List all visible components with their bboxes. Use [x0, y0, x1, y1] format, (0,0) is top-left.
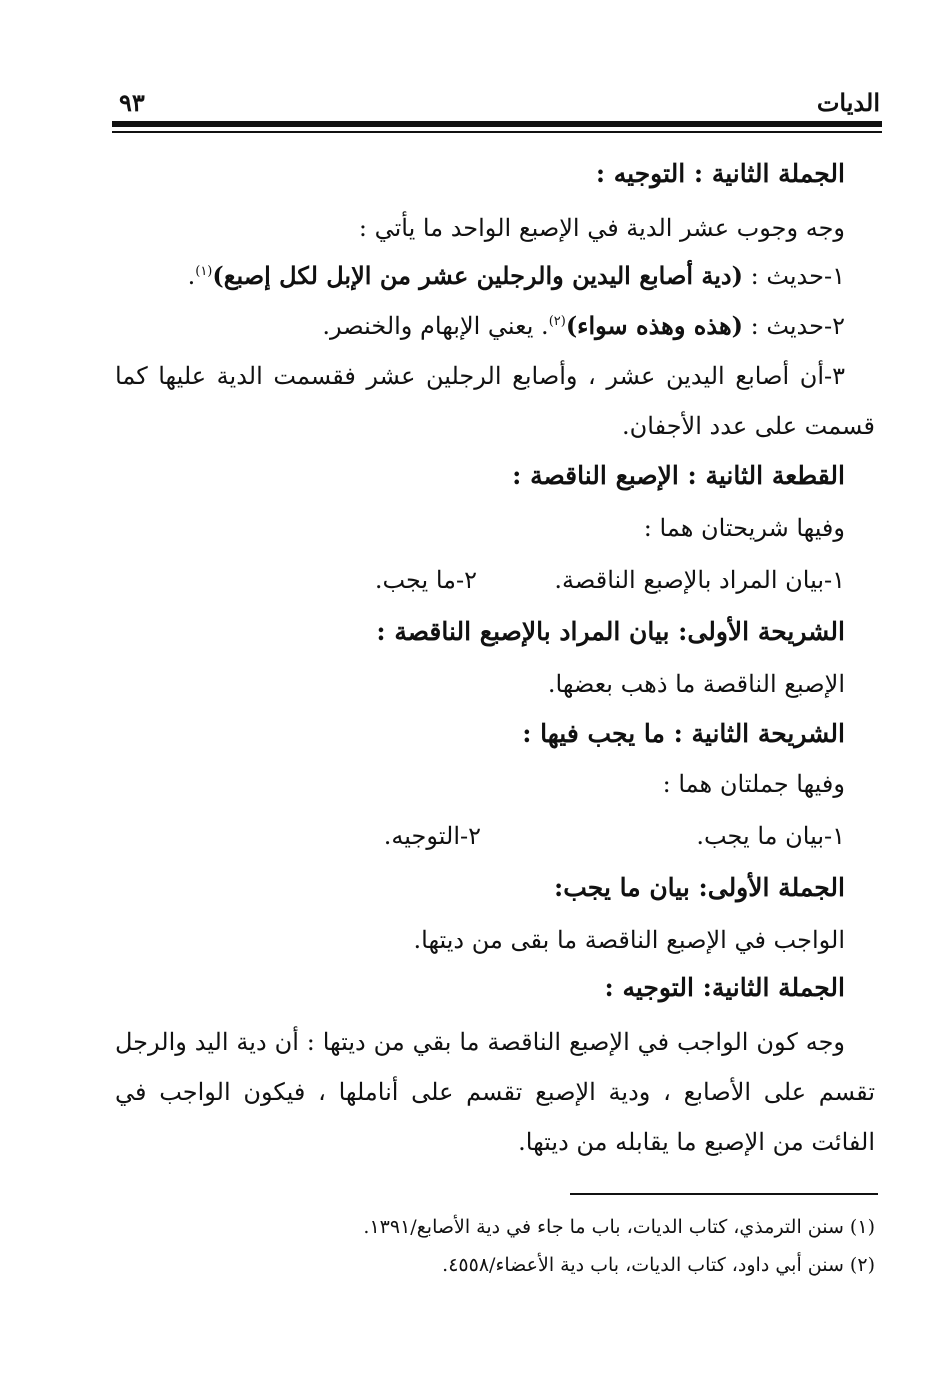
list-item-3: ٣-أن أصابع اليدين عشر ، وأصابع الرجلين عشر فقسمت الدية عليها كما — [115, 362, 845, 390]
footnote-separator — [570, 1193, 878, 1195]
paragraph-line: الواجب في الإصبع الناقصة ما بقى من ديتها. — [413, 926, 845, 954]
section-heading: الجملة الأولى: بيان ما يجب: — [554, 873, 845, 902]
paragraph-line: وفيها جملتان هما : — [662, 770, 845, 798]
paragraph-line: الإصبع الناقصة ما ذهب بعضها. — [547, 670, 845, 698]
punctuation: . — [187, 262, 196, 290]
chapter-title: الديات — [816, 88, 880, 117]
paragraph-line: وجه كون الواجب في الإصبع الناقصة ما بقي من ديتها : أن دية اليد والرجل — [115, 1028, 845, 1056]
section-heading: الشريحة الأولى: بيان المراد بالإصبع الناقصة : — [376, 617, 845, 646]
running-header — [115, 88, 880, 122]
footnote-ref[interactable]: (٢) — [548, 314, 566, 329]
paragraph-line: الفائت من الإصبع ما يقابله من ديتها. — [518, 1128, 875, 1156]
list-item-hadith-2 — [322, 306, 845, 346]
page-number: ٩٣ — [119, 88, 145, 117]
list-item: ١-بيان ما يجب. — [696, 822, 845, 850]
list-item: ٢-التوجيه. — [383, 822, 481, 850]
paragraph-line: تقسم على الأصابع ، ودية الإصبع تقسم على أناملها ، فيكون الواجب في — [115, 1078, 875, 1106]
section-heading: الجملة الثانية : التوجيه : — [595, 159, 845, 188]
footnote: (١) سنن الترمذي، كتاب الديات، باب ما جاء في دية الأصابع/١٣٩١. — [363, 1216, 875, 1238]
paragraph-line: وجه وجوب عشر الدية في الإصبع الواحد ما يأتي : — [358, 214, 845, 242]
hadith-quote: (دية أصابع اليدين والرجلين عشر من الإبل لكل إصبع) — [212, 261, 743, 290]
list-prefix: ١-حديث : — [742, 262, 845, 290]
list-prefix: ٢-حديث : — [742, 312, 845, 340]
section-heading: الجملة الثانية: التوجيه : — [604, 973, 845, 1002]
list-item: ٢-ما يجب. — [374, 566, 477, 594]
footnote: (٢) سنن أبي داود، كتاب الديات، باب دية الأعضاء/٤٥٥٨. — [442, 1254, 875, 1276]
line-tail: . يعني الإبهام والخنصر. — [322, 312, 549, 340]
list-item-hadith-1 — [188, 256, 845, 296]
section-heading: القطعة الثانية : الإصبع الناقصة : — [512, 461, 845, 490]
paragraph-line: وفيها شريحتان هما : — [643, 514, 845, 542]
header-rule-thick — [112, 121, 882, 127]
footnote-ref[interactable]: (١) — [195, 264, 213, 279]
hadith-quote: (هذه وهذه سواء) — [565, 311, 743, 340]
header-rule-thin — [112, 131, 882, 133]
section-heading: الشريحة الثانية : ما يجب فيها : — [522, 719, 845, 748]
paragraph-line: قسمت على عدد الأجفان. — [622, 412, 875, 440]
list-item: ١-بيان المراد بالإصبع الناقصة. — [554, 566, 845, 594]
